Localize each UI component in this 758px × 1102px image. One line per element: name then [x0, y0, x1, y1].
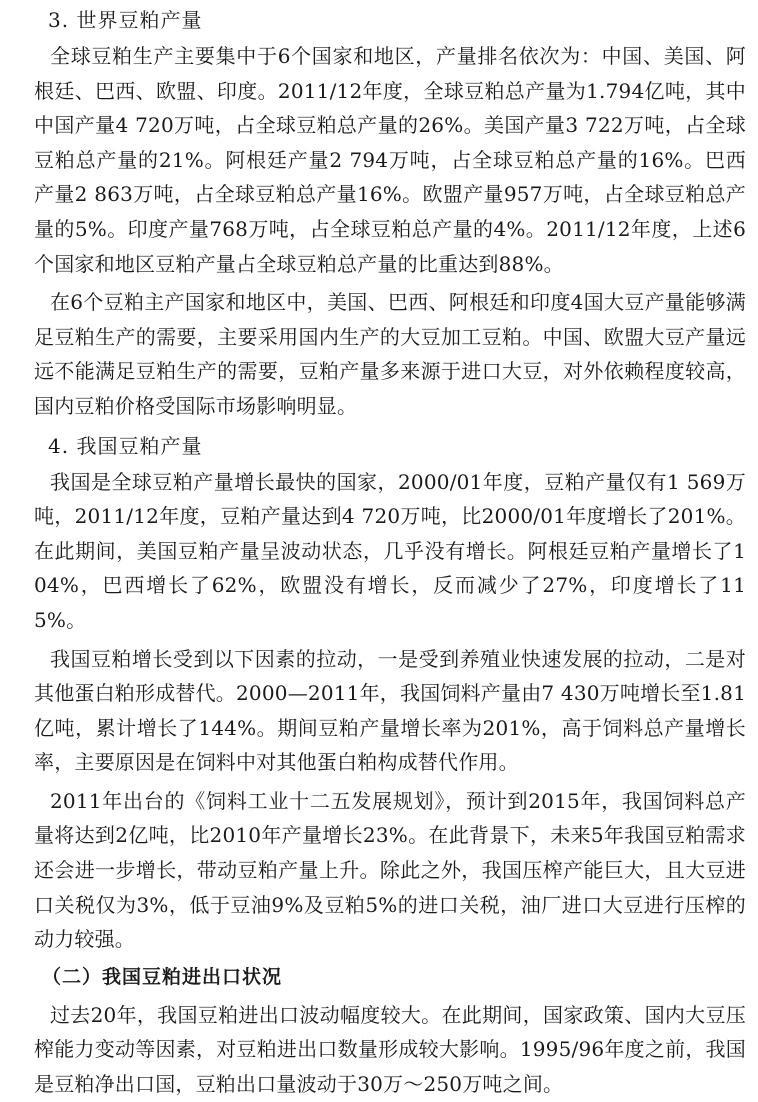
section-world-soymeal: [34, 6, 746, 424]
section-heading-china: 4. 我国豆粕产量: [48, 433, 203, 458]
section-china-soymeal: [34, 432, 746, 957]
paragraph-trade-1: 过去20年，我国豆粕进出口波动幅度较大。在此期间，国家政策、国内大豆压榨能力变动等因素，对豆粕进出口数量形成较大影响。1995/96年度之前，我国是豆粕净出口国，豆粕出口量波动于30万～250万吨之间。: [34, 1002, 746, 1097]
section-heading-world: 3. 世界豆粕产量: [48, 8, 203, 32]
paragraph-world-2: 在6个豆粕主产国家和地区中，美国、巴西、阿根廷和印度4国大豆产量能够满足豆粕生产的需要，主要采用国内生产的大豆加工豆粕。中国、欧盟大豆产量远远不能满足豆粕生产的需要，豆粕产量多来源于进口大豆，对外依赖程度较高，国内豆粕价格受国际市场影响明显。: [34, 290, 746, 418]
paragraph-china-3: 2011年出台的《饲料工业十二五发展规划》，预计到2015年，我国饲料总产量将达到2亿吨，比2010年产量增长23%。在此背景下，未来5年我国豆粕需求还会进一步增长，带动豆粕产量上升。除此之外，我国压榨产能巨大，且大豆进口关税仅为3%，低于豆油9%及豆粕5%的进口关税，油厂进口大豆进行压榨的动力较强。: [34, 788, 746, 952]
paragraph-china-1: 我国是全球豆粕产量增长最快的国家，2000/01年度，豆粕产量仅有1 569万吨，2011/12年度，豆粕产量达到4 720万吨，比2000/01年度增长了201%。在此期间，美国豆粕产量呈波动状态，几乎没有增长。阿根廷豆粕产量增长了104%，巴西增长了62%，欧盟没有增长，反而减少了27%，印度增长了115%。: [34, 469, 746, 632]
section-heading-trade: （二）我国豆粕进出口状况: [42, 965, 283, 988]
paragraph-world-1: 全球豆粕生产主要集中于6个国家和地区，产量排名依次为：中国、美国、阿根廷、巴西、欧盟、印度。2011/12年度，全球豆粕总产量为1.794亿吨，其中中国产量4 720万吨，占全球豆粕总产量的26%。美国产量3 722万吨，占全球豆粕总产量的21%。阿根廷产量2 794万吨，占全球豆粕总产量的16%。巴西产量2 863万吨，占全球豆粕总产量16%。欧盟产量957万吨，占全球豆粕总产量的5%。印度产量768万吨，占全球豆粕总产量的4%。2011/12年度，上述6个国家和地区豆粕产量占全球豆粕总产量的比重达到88%。: [34, 44, 746, 276]
section-trade-status: [34, 963, 746, 1102]
paragraph-china-2: 我国豆粕增长受到以下因素的拉动，一是受到养殖业快速发展的拉动，二是对其他蛋白粕形成替代。2000—2011年，我国饲料产量由7 430万吨增长至1.81亿吨，累计增长了144%。期间豆粕产量增长率为201%，高于饲料总产量增长率，主要原因是在饲料中对其他蛋白粕构成替代作用。: [34, 646, 746, 775]
